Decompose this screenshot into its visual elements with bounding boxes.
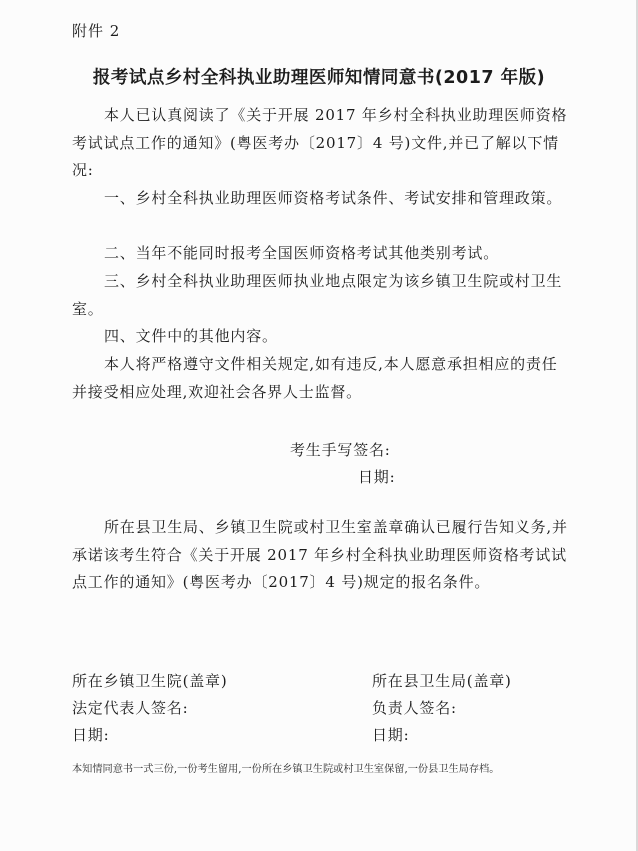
left-date-label: 日期: [72,726,110,744]
item-2: 二、当年不能同时报考全国医师资格考试其他类别考试。 [104,244,500,262]
footnote: 本知情同意书一式三份,一份考生留用,一份所在乡镇卫生院或村卫生室保留,一份县卫生局存档。 [72,764,500,775]
township-hospital-stamp-label: 所在乡镇卫生院(盖章) [72,672,228,690]
candidate-signature-label: 考生手写签名: [290,441,391,459]
intro-paragraph: 本人已认真阅读了《关于开展 2017 年乡村全科执业助理医师资格考试试点工作的通知》(粤医考办〔2017〕4 号)文件,并已了解以下情况: [72,106,568,179]
confirmation-paragraph: 所在县卫生局、乡镇卫生院或村卫生室盖章确认已履行告知义务,并承诺该考生符合《关于开展 2017 年乡村全科执业助理医师资格考试试点工作的通知》(粤医考办〔2017〕4 号)规定的报名条件。 [72,518,568,591]
attachment-label: 附件 2 [72,22,121,40]
responsible-person-signature-label: 负责人签名: [372,699,457,717]
county-health-bureau-stamp-label: 所在县卫生局(盖章) [372,672,512,690]
pledge-paragraph: 本人将严格遵守文件相关规定,如有违反,本人愿意承担相应的责任并接受相应处理,欢迎社会各界人士监督。 [72,355,558,401]
legal-rep-signature-label: 法定代表人签名: [72,699,189,717]
item-4: 四、文件中的其他内容。 [104,327,278,345]
candidate-date-label: 日期: [358,468,396,486]
item-3: 三、乡村全科执业助理医师执业地点限定为该乡镇卫生院或村卫生室。 [72,272,563,318]
document-title: 报考试点乡村全科执业助理医师知情同意书(2017 年版) [92,68,546,88]
item-1: 一、乡村全科执业助理医师资格考试条件、考试安排和管理政策。 [104,189,563,207]
right-date-label: 日期: [372,726,410,744]
